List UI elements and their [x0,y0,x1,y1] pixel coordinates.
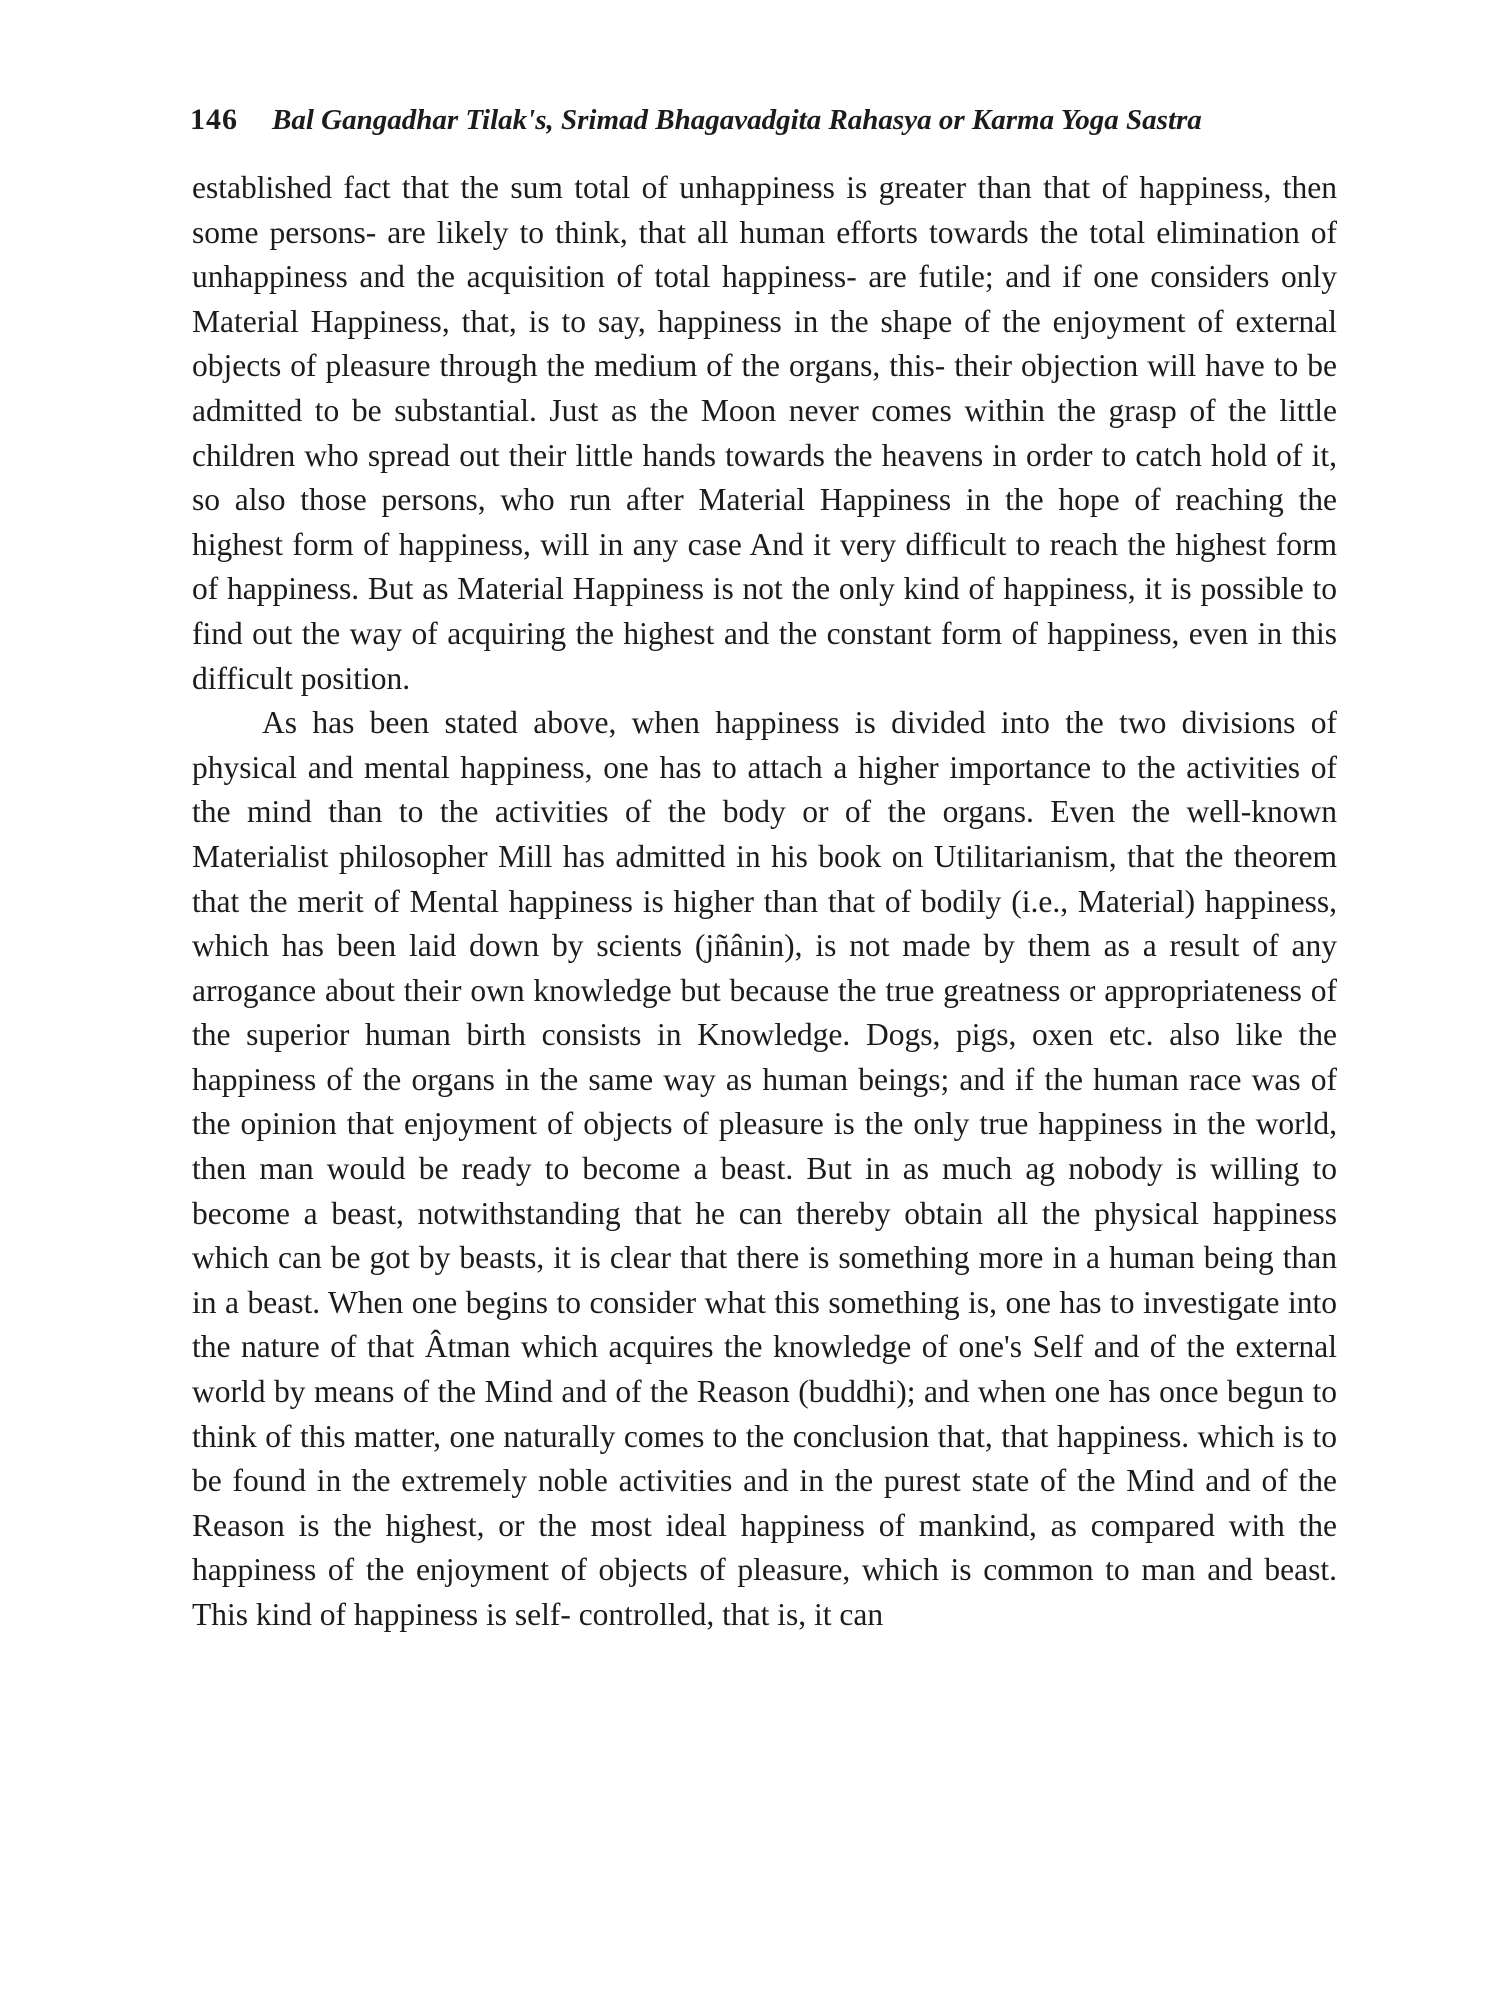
body-text [192,166,1337,1638]
running-title: Bal Gangadhar Tilak's, Srimad Bhagavadgita Rahasya or Karma Yoga Sastra [272,104,1202,136]
paragraph-mental-happiness: As has been stated above, when happiness is divided into the two divisions of physical and mental happiness, one has to attach a higher importance to the activities of the mind than to the activities of the body or of the organs. Even the well-known Materialist philosopher Mill has admitted in his book on Utilitarianism, that the theorem that the merit of Mental happiness is higher than that of bodily (i.e., Material) happiness, which has been laid down by scients (jñânin), is not made by them as a result of any arrogance about their own knowledge but because the true greatness or appropriateness of the superior human birth consists in Knowledge. Dogs, pigs, oxen etc. also like the happiness of the organs in the same way as human beings; and if the human race was of the opinion that enjoyment of objects of pleasure is the only true happiness in the world, then man would be ready to become a beast. But in as much ag nobody is willing to become a beast, notwithstanding that he can thereby obtain all the physical happiness which can be got by beasts, it is clear that there is something more in a human being than in a beast. When one begins to consider what this something is, one has to investigate into the nature of that Âtman which acquires the knowledge of one's Self and of the external world by means of the Mind and of the Reason (buddhi); and when one has once begun to think of this matter, one naturally comes to the conclusion that, that happiness. which is to be found in the extremely noble activities and in the purest state of the Mind and of the Reason is the highest, or the most ideal happiness of mankind, as compared with the happiness of the enjoyment of objects of pleasure, which is common to man and beast. This kind of happiness is self- controlled, that is, it can [192,705,1337,1632]
paragraph-continued: established fact that the sum total of unhappiness is greater than that of happiness, then some persons- are likely to think, that all human efforts towards the total elimination of unhappiness and the acquisition of total happiness- are futile; and if one considers only Material Happiness, that, is to say, happiness in the shape of the enjoyment of external objects of pleasure through the medium of the organs, this- their objection will have to be admitted to be substantial. Just as the Moon never comes within the grasp of the little children who spread out their little hands towards the heavens in order to catch hold of it, so also those persons, who run after Material Happiness in the hope of reaching the highest form of happiness, will in any case And it very difficult to reach the highest form of happiness. But as Material Happiness is not the only kind of happiness, it is possible to find out the way of acquiring the highest and the constant form of happiness, even in this difficult position. [192,170,1337,696]
running-header [190,100,1340,140]
page-number: 146 [190,103,238,136]
